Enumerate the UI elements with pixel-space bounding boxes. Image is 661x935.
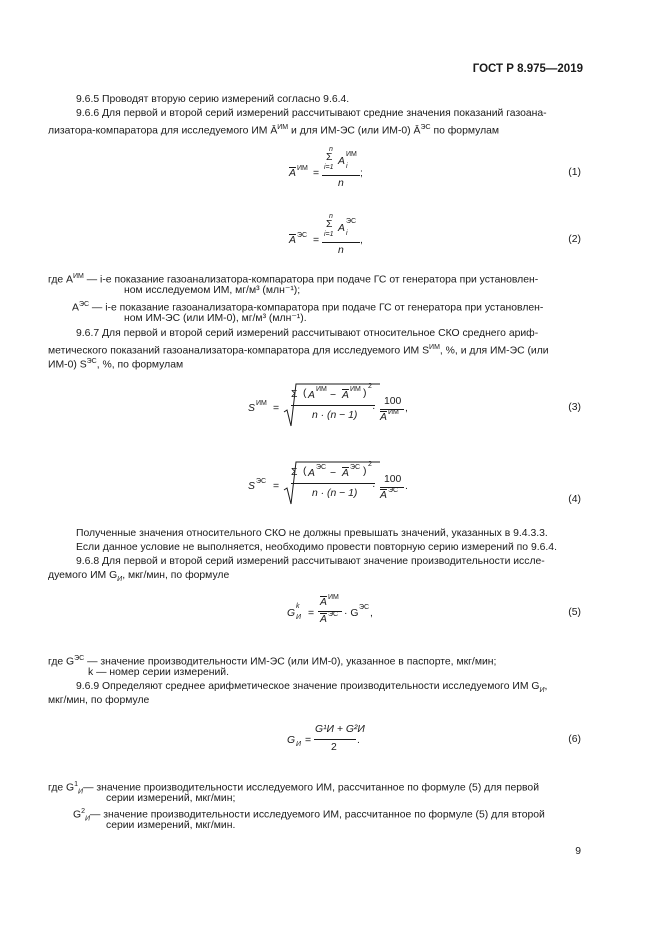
equation-number-4: (4): [568, 494, 581, 505]
paragraph-9-6-7-line3: ИМ-0) $S^{ЭС}$, %, по формулам: [48, 358, 184, 371]
where-k: k — номер серии измерений.: [88, 667, 229, 678]
paragraph-9-6-7-line1: 9.6.7 Для первой и второй серий измерений рассчитывают относительное СКО среднего ариф-: [76, 328, 539, 339]
where-g1-line1: где $G^1_И—$ значение производительности исследуемого ИМ, рассчитанное по формуле (5) для первой: [48, 781, 539, 796]
paragraph-9-6-8-line2: дуемого ИМ $G_И$, мкг/мин, по формуле: [48, 570, 230, 584]
where-a-im-line1: где $A^{ИМ}$ — i-е показание газоанализатора-компаратора при подаче ГС от генератора при установлен-: [48, 273, 539, 286]
paragraph-9-6-9-line2: мкг/мин, по формуле: [48, 695, 150, 706]
note-sko-limit: Полученные значения относительного СКО не должны превышать значений, указанных в 9.4.3.3.: [76, 528, 548, 539]
paragraph-9-6-9-line1: 9.6.9 Определяют среднее арифметическое значение производительности исследуемого ИМ $G_И$,: [76, 681, 548, 695]
equation-number-1: (1): [568, 167, 581, 178]
document-code: ГОСТ Р 8.975—2019: [472, 63, 583, 75]
note-repeat-series: Если данное условие не выполняется, необходимо провести повторную серию измерений по 9.6.4.: [76, 542, 557, 553]
equation-number-5: (5): [568, 607, 581, 618]
where-g2-line2: серии измерений, мкг/мин.: [106, 820, 236, 831]
paragraph-9-6-6-line1: 9.6.6 Для первой и второй серий измерений рассчитывают средние значения показаний газоана-: [76, 108, 547, 119]
paragraph-9-6-5: 9.6.5 Проводят вторую серию измерений согласно 9.6.4.: [76, 94, 350, 105]
paragraph-9-6-7-line2: метического показаний газоанализатора-компаратора для исследуемого ИМ $S^{ИМ}$, %, и для ИМ-ЭС (или: [48, 344, 549, 357]
equation-number-2: (2): [568, 234, 581, 245]
where-a-es-line1: $A^{ЭС}$ — i-е показание газоанализатора-компаратора при подаче ГС от генератора при установлен-: [72, 301, 544, 314]
where-a-im-line2: ном исследуемом ИМ, мг/м³ (млн⁻¹);: [124, 285, 301, 296]
paragraph-9-6-6-line2: лизатора-компаратора для исследуемого ИМ $Ā^{ИМ}$ и для ИМ-ЭС (или ИМ-0) $Ā^{ЭС}$ по формулам: [48, 124, 500, 137]
where-a-es-line2: ном ИМ-ЭС (или ИМ-0), мг/м³ (млн⁻¹).: [124, 313, 307, 324]
page-number: 9: [575, 846, 581, 857]
equation-number-6: (6): [568, 734, 581, 745]
equation-number-3: (3): [568, 402, 581, 413]
paragraph-9-6-8-line1: 9.6.8 Для первой и второй серий измерений рассчитывают значение производительности иссле-: [76, 556, 545, 567]
where-g2-line1: $G^2_И—$ значение производительности исследуемого ИМ, рассчитанное по формуле (5) для второй: [73, 808, 545, 823]
where-g1-line2: серии измерений, мкг/мин;: [106, 793, 236, 804]
where-g-es: где $G^{ЭС}$ — значение производительности ИМ-ЭС (или ИМ-0), указанное в паспорте, мкг/мин;: [48, 655, 497, 668]
